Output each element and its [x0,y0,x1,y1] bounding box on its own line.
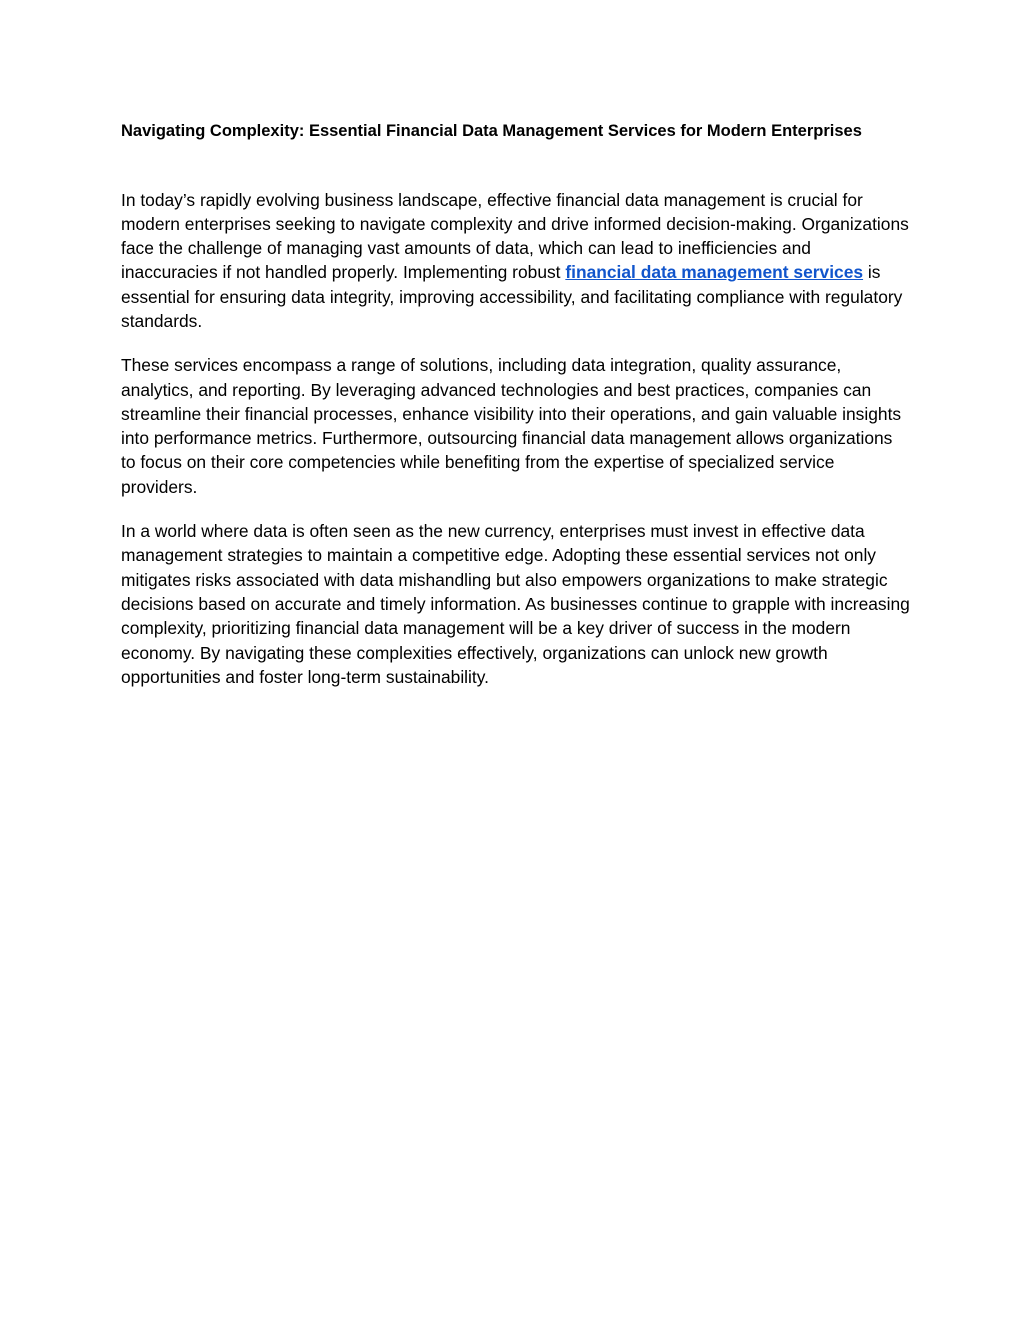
paragraph-intro [121,188,911,334]
document-page [121,119,911,709]
paragraph-services: These services encompass a range of solutions, including data integration, quality assurance, analytics, and reporting. By leveraging advanced technologies and best practices, companies can streamline their financial processes, enhance visibility into their operations, and gain valuable insights into performance metrics. Furthermore, outsourcing financial data management allows organizations to focus on their core competencies while benefiting from the expertise of specialized service providers. [121,355,902,497]
document-title: Navigating Complexity: Essential Financial Data Management Services for Modern Enterprises [121,122,862,140]
financial-data-management-services-link[interactable]: financial data management services [565,262,864,283]
paragraph-conclusion: In a world where data is often seen as the new currency, enterprises must invest in effective data management strategies to maintain a competitive edge. Adopting these essential services not only mitigates risks associated with data mishandling but also empowers organizations to make strategic decisions based on accurate and timely information. As businesses continue to grapple with increasing complexity, prioritizing financial data management will be a key driver of success in the modern economy. By navigating these complexities effectively, organizations can unlock new growth opportunities and foster long-term sustainability. [121,521,910,687]
paragraph-intro-text-before-link: In today’s rapidly evolving business landscape, effective financial data management is crucial for modern enterprises seeking to navigate complexity and drive informed decision-making. Organizations face the challenge of managing vast amounts of data, which can lead to inefficiencies and inaccuracies if not handled properly. Implementing robust [121,189,909,283]
paragraph-intro-text-after-link: is essential for ensuring data integrity, improving accessibility, and facilitating compliance with regulatory standards. [121,262,903,331]
